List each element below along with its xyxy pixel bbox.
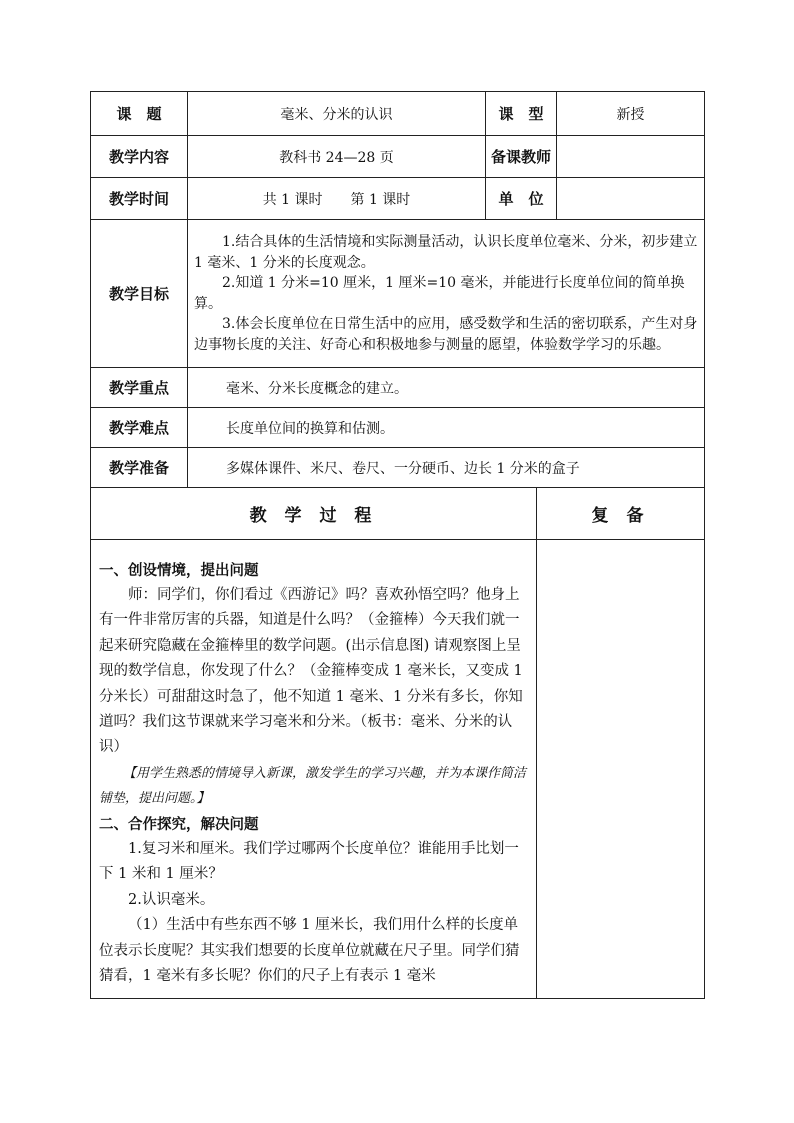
teacher-value [557, 136, 705, 178]
section-title: 一、创设情境，提出问题 [99, 561, 259, 579]
topic-label: 课 题 [91, 92, 188, 136]
topic-value: 毫米、分米的认识 [188, 92, 486, 136]
unit-value [557, 178, 705, 220]
lesson-info-table [90, 91, 705, 488]
paragraph: 师：同学们，你们看过《西游记》吗？喜欢孙悟空吗？他身上有一件非常厉害的兵器，知道是什么吗？（金箍棒）今天我们就一起来研究隐藏在金箍棒里的数学问题。(出示信息图) 请观察图上呈现的数学信息，你发现了什么？（金箍棒变成 1 毫米长，又变成 1 分米长）可甜甜这时急了，他不知道 1 毫米、1 分米有多长，你知道吗？我们这节课就来学习毫米和分米。（板书：毫米、分米的认识） [99, 586, 523, 756]
notes-header: 复 备 [537, 488, 705, 539]
preparation-value: 多媒体课件、米尺、卷尺、一分硬币、边长 1 分米的盒子 [188, 448, 705, 488]
content-label: 教学内容 [91, 136, 188, 178]
design-note: 【用学生熟悉的情境导入新课，激发学生的学习兴趣，并为本课作简洁铺垫，提出问题。】 [99, 765, 527, 807]
time-value: 共 1 课时 第 1 课时 [188, 178, 486, 220]
lesson-type-label: 课 型 [486, 92, 557, 136]
difficulties-value: 长度单位间的换算和估测。 [188, 408, 705, 448]
section-title: 二、合作探究，解决问题 [99, 815, 259, 833]
goal-item: 1.结合具体的生活情境和实际测量活动，认识长度单位毫米、分米，初步建立 1 毫米、1 分米的长度观念。 [194, 234, 698, 271]
lesson-type-value: 新授 [557, 92, 705, 136]
process-table [90, 488, 705, 999]
content-value: 教科书 24—28 页 [188, 136, 486, 178]
key-points-value: 毫米、分米长度概念的建立。 [188, 368, 705, 408]
lesson-plan-sheet [90, 91, 704, 999]
process-header: 教 学 过 程 [91, 488, 537, 539]
paragraph: （1）生活中有些东西不够 1 厘米长，我们用什么样的长度单位表示长度呢？其实我们想要的长度单位就藏在尺子里。同学们猜猜看，1 毫米有多长呢？你们的尺子上有表示 1 毫米 [99, 917, 520, 984]
goal-item: 3.体会长度单位在日常生活中的应用，感受数学和生活的密切联系，产生对身边事物长度的关注、好奇心和积极地参与测量的愿望，体验数学学习的乐趣。 [194, 316, 698, 353]
time-label: 教学时间 [91, 178, 188, 220]
goal-item: 2.知道 1 分米=10 厘米，1 厘米=10 毫米，并能进行长度单位间的简单换算。 [194, 275, 685, 312]
goals-content [188, 220, 705, 368]
difficulties-label: 教学难点 [91, 408, 188, 448]
unit-label: 单 位 [486, 178, 557, 220]
teacher-label: 备课教师 [486, 136, 557, 178]
process-body [91, 539, 537, 998]
preparation-label: 教学准备 [91, 448, 188, 488]
paragraph: 1.复习米和厘米。我们学过哪两个长度单位？谁能用手比划一下 1 米和 1 厘米？ [99, 840, 519, 883]
notes-cell [537, 539, 705, 998]
key-points-label: 教学重点 [91, 368, 188, 408]
goals-label: 教学目标 [91, 220, 188, 368]
paragraph: 2.认识毫米。 [128, 891, 215, 908]
